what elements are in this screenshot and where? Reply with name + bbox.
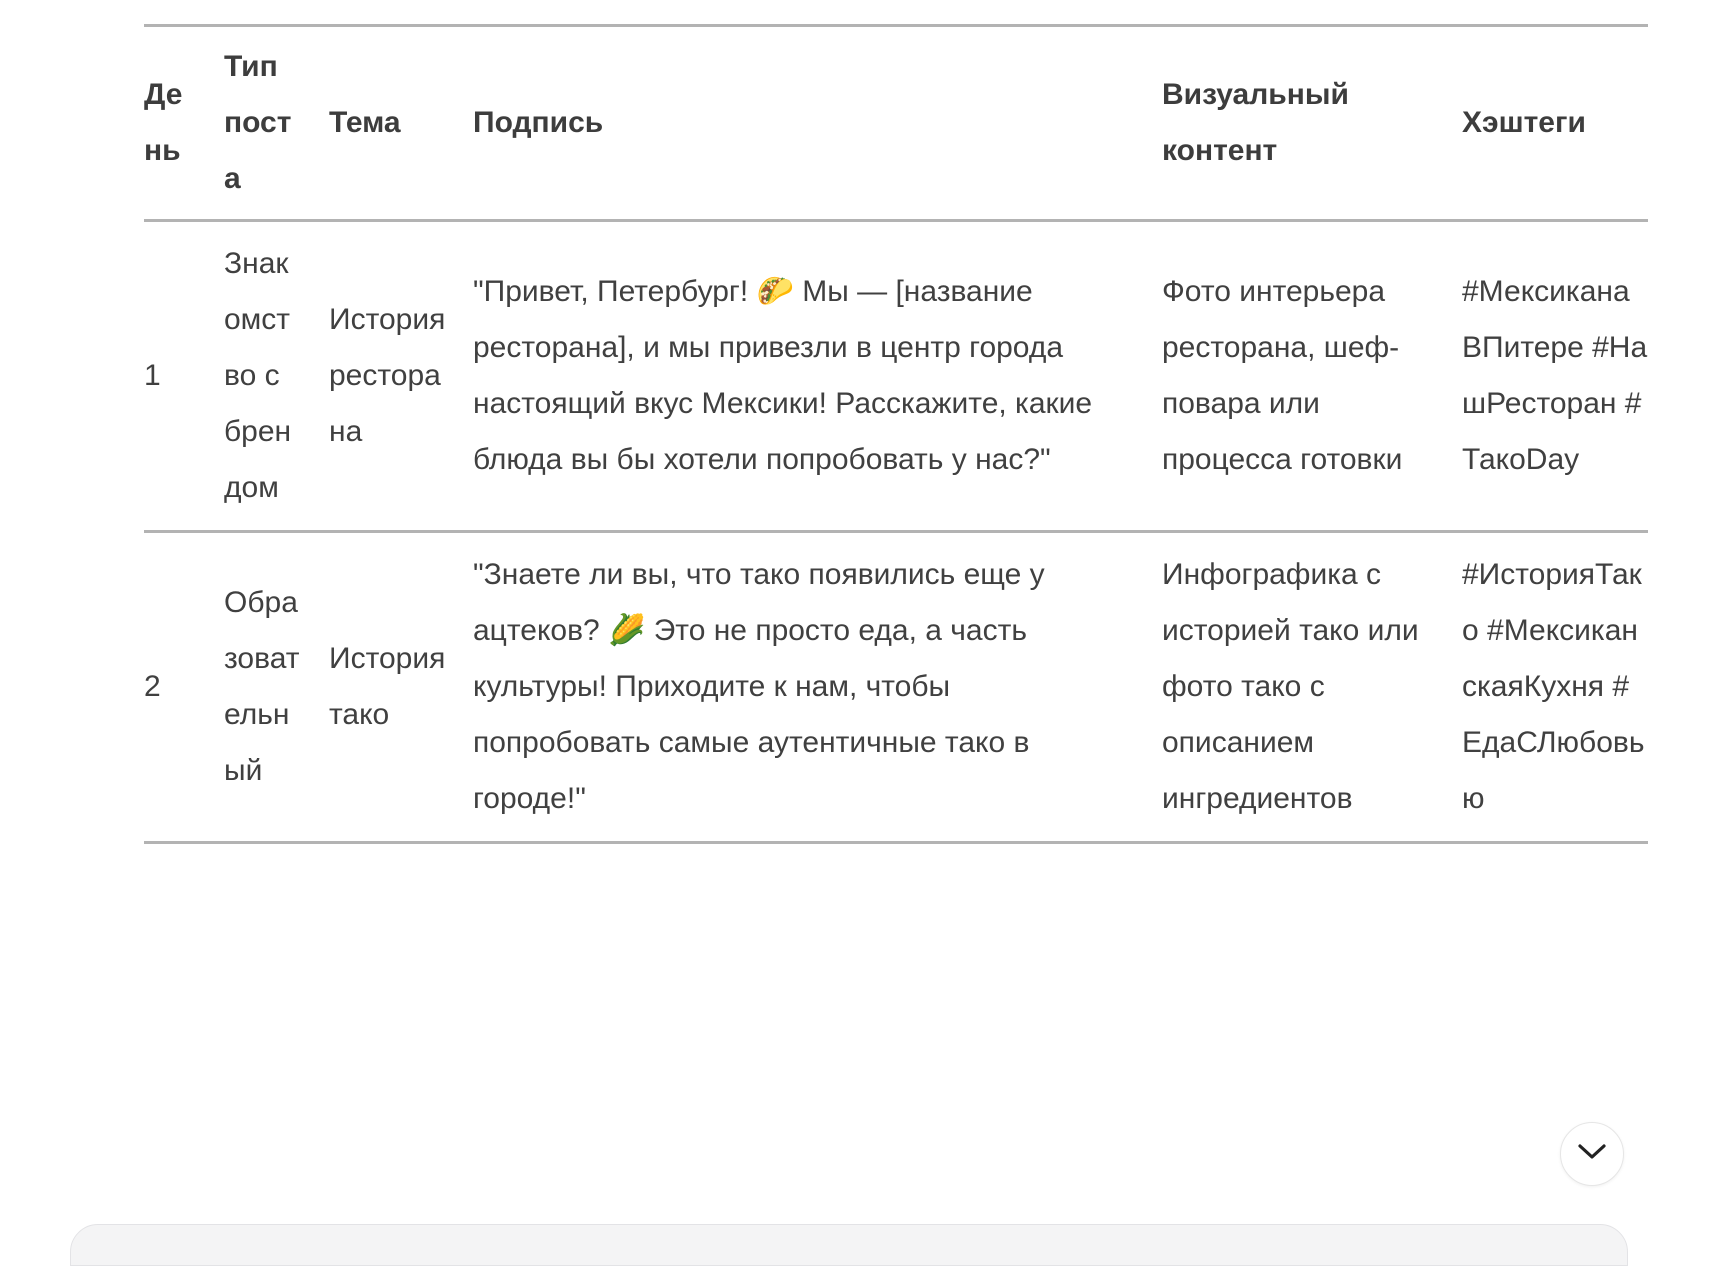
cell-caption: "Знаете ли вы, что тако появились еще у ацтеков? 🌽 Это не просто еда, а часть культуры! Приходите к нам, чтобы попробовать самые аутентичные тако в городе!" <box>473 558 1045 815</box>
header-hashtags: Хэштеги <box>1462 106 1586 139</box>
cell-topic: История ресторана <box>329 303 446 448</box>
message-composer[interactable] <box>70 1224 1628 1266</box>
cell-caption: "Привет, Петербург! 🌮 Мы — [название ресторана], и мы привезли в центр города настоящий вкус Мексики! Расскажите, какие блюда вы бы хотели попробовать у нас?" <box>473 275 1093 476</box>
header-caption: Подпись <box>473 106 604 139</box>
content-plan-table-container <box>144 24 1648 844</box>
cell-topic: История тако <box>329 642 446 731</box>
cell-day: 1 <box>144 359 161 392</box>
header-topic: Тема <box>329 106 401 139</box>
table-row <box>144 532 1648 843</box>
content-plan-table <box>144 24 1648 844</box>
header-post-type: Тип поста <box>224 50 292 195</box>
cell-day: 2 <box>144 670 161 703</box>
header-day: День <box>144 78 183 167</box>
table-row <box>144 221 1648 532</box>
cell-hashtags: #МексиканаВПитере #НашРесторан #ТакоDay <box>1462 275 1648 476</box>
chevron-down-icon <box>1577 1143 1607 1166</box>
scroll-to-bottom-button[interactable] <box>1560 1122 1624 1186</box>
table-header-row <box>144 26 1648 221</box>
cell-visual: Инфографика с историей тако или фото тако с описанием ингредиентов <box>1162 558 1419 815</box>
cell-post-type: Образовательный <box>224 586 300 787</box>
cell-visual: Фото интерьера ресторана, шеф-повара или процесса готовки <box>1162 275 1403 476</box>
cell-hashtags: #ИсторияТако #МексиканскаяКухня #ЕдаСЛюбовью <box>1462 558 1645 815</box>
header-visual: Визуальный контент <box>1162 78 1349 167</box>
cell-post-type: Знакомство с брендом <box>224 247 292 504</box>
